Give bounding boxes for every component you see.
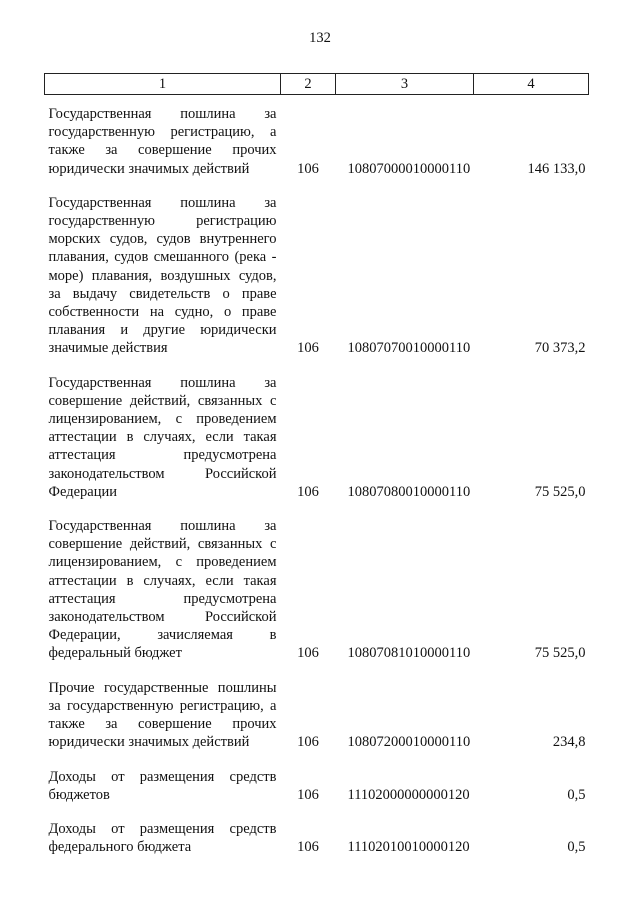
header-row: [45, 74, 589, 95]
table-row: [45, 507, 589, 669]
admin-code: 106: [297, 839, 319, 856]
revenue-name: Государственная пошлина за совершение действий, связанных с лицензированием, с проведением аттестации в случаях, если такая аттестация предусмотрена законодательством Российской Федерации, зачисляемая в федеральный бюджет: [48, 518, 277, 662]
column-header-4: 4: [474, 74, 589, 95]
budget-classification-code: 10807080010000110: [347, 483, 471, 500]
revenue-name: Государственная пошлина за государственную регистрацию, а также за совершение прочих юридически значимых действий: [48, 106, 277, 177]
admin-code: 106: [297, 734, 319, 751]
admin-code: 106: [297, 483, 319, 500]
table-row: [45, 669, 589, 758]
admin-code: 106: [297, 645, 319, 662]
table-header: [45, 74, 589, 95]
revenue-name: Государственная пошлина за государственную регистрацию морских судов, судов внутреннего плавания, судов смешанного (река - море) плавания, воздушных судов, за выдачу свидетельств о праве собственности на судно, о праве плавания и другие юридически значимые действия: [48, 194, 277, 357]
admin-code: 106: [297, 786, 319, 803]
table-row: [45, 364, 589, 507]
amount: 70 373,2: [534, 340, 586, 357]
column-header-1: 1: [45, 74, 281, 95]
budget-classification-code: 10807000010000110: [347, 160, 471, 177]
amount: 75 525,0: [534, 645, 586, 662]
budget-classification-code: 10807200010000110: [347, 734, 471, 751]
amount: 234,8: [552, 734, 586, 751]
amount: 146 133,0: [527, 160, 586, 177]
revenue-name: Доходы от размещения средств федерального бюджета: [48, 820, 277, 856]
page-number: 132: [309, 30, 331, 46]
table-row: [45, 184, 589, 364]
budget-classification-code: 10807070010000110: [347, 340, 471, 357]
budget-classification-code: 11102000000000120: [347, 786, 470, 803]
amount: 0,5: [567, 786, 586, 803]
table-row: [45, 758, 589, 810]
admin-code: 106: [297, 340, 319, 357]
revenue-name: Доходы от размещения средств бюджетов: [48, 768, 277, 803]
column-header-2: 2: [281, 74, 336, 95]
table-body: [45, 95, 589, 863]
table-row: [45, 810, 589, 862]
amount: 0,5: [567, 839, 586, 856]
table-row: [45, 95, 589, 184]
budget-classification-code: 10807081010000110: [347, 645, 471, 662]
budget-classification-code: 11102010010000120: [347, 839, 470, 856]
budget-revenue-table: [44, 73, 589, 862]
revenue-name: Государственная пошлина за совершение действий, связанных с лицензированием, с проведением аттестации в случаях, если такая аттестация предусмотрена законодательством Российской Федерации: [48, 374, 277, 500]
amount: 75 525,0: [534, 483, 586, 500]
column-header-3: 3: [336, 74, 474, 95]
admin-code: 106: [297, 160, 319, 177]
revenue-name: Прочие государственные пошлины за государственную регистрацию, а также за совершение прочих юридически значимых действий: [48, 679, 277, 751]
